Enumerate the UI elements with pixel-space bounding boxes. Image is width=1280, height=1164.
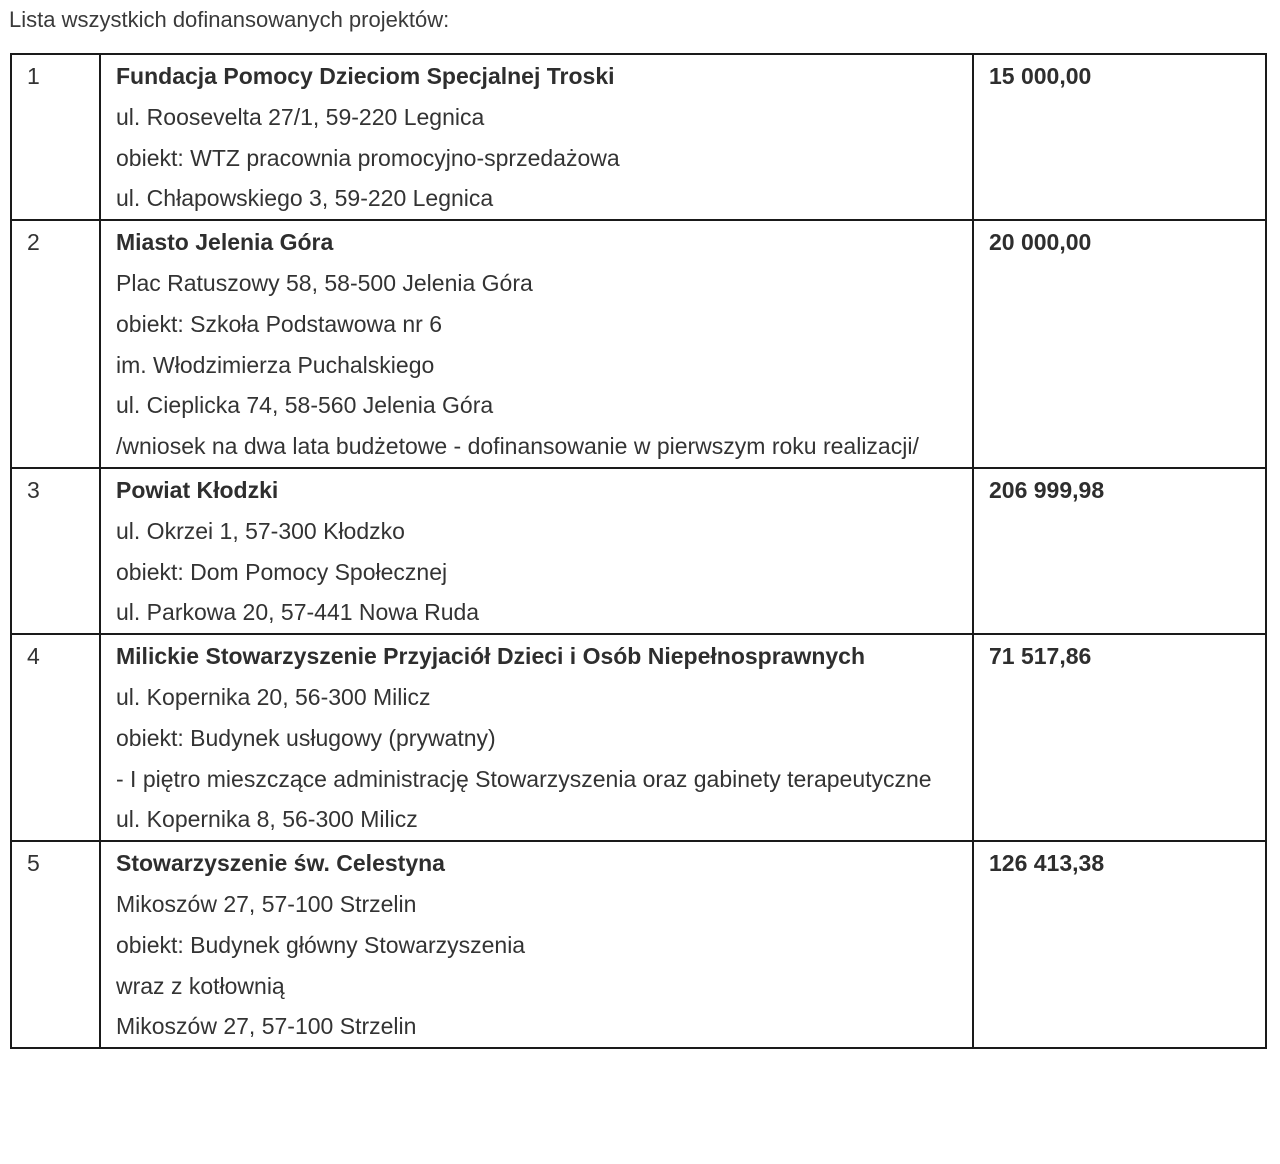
funding-amount: 15 000,00 <box>989 63 1092 89</box>
amount-cell <box>973 220 1266 468</box>
row-number: 2 <box>11 220 100 468</box>
funding-amount: 71 517,86 <box>989 643 1092 670</box>
description-line: ul. Kopernika 8, 56-300 Milicz <box>116 806 418 833</box>
description-line: im. Włodzimierza Puchalskiego <box>116 351 435 378</box>
description-line: ul. Okrzei 1, 57-300 Kłodzko <box>116 517 405 544</box>
projects-table-body <box>11 54 1266 1048</box>
row-number: 5 <box>11 841 100 1048</box>
description-line: Mikoszów 27, 57-100 Strzelin <box>116 1013 417 1040</box>
project-description <box>100 468 973 634</box>
beneficiary-name: Fundacja Pomocy Dzieciom Specjalnej Troski <box>116 63 615 89</box>
description-line: - I piętro mieszczące administrację Stowarzyszenia oraz gabinety terapeutyczne <box>116 765 932 792</box>
description-line: ul. Kopernika 20, 56-300 Milicz <box>116 683 431 710</box>
description-line: ul. Parkowa 20, 57-441 Nowa Ruda <box>116 599 480 626</box>
description-line: ul. Roosevelta 27/1, 59-220 Legnica <box>116 103 485 130</box>
description-line: obiekt: Szkoła Podstawowa nr 6 <box>116 310 443 337</box>
table-row <box>11 841 1266 1048</box>
funding-amount: 126 413,38 <box>989 850 1105 877</box>
table-row <box>11 468 1266 634</box>
row-number: 4 <box>11 634 100 841</box>
description-line: obiekt: Dom Pomocy Społecznej <box>116 558 448 585</box>
description-line: ul. Cieplicka 74, 58-560 Jelenia Góra <box>116 392 494 419</box>
beneficiary-name: Powiat Kłodzki <box>116 476 279 503</box>
project-description <box>100 841 973 1048</box>
amount-cell <box>973 468 1266 634</box>
project-description <box>100 54 973 220</box>
projects-table <box>10 53 1267 1049</box>
amount-cell <box>973 634 1266 841</box>
description-line: wraz z kotłownią <box>116 972 285 999</box>
description-line: ul. Chłapowskiego 3, 59-220 Legnica <box>116 185 494 212</box>
description-line: obiekt: WTZ pracownia promocyjno-sprzedażowa <box>116 144 620 171</box>
table-row <box>11 220 1266 468</box>
amount-cell <box>973 54 1266 220</box>
funding-amount: 206 999,98 <box>989 476 1105 503</box>
description-line: obiekt: Budynek usługowy (prywatny) <box>116 724 496 751</box>
row-number: 3 <box>11 468 100 634</box>
beneficiary-name: Milickie Stowarzyszenie Przyjaciół Dzieci i Osób Niepełnosprawnych <box>116 643 866 670</box>
funding-amount: 20 000,00 <box>989 229 1092 256</box>
description-line: obiekt: Budynek główny Stowarzyszenia <box>116 931 526 958</box>
table-row <box>11 54 1266 220</box>
description-line: Mikoszów 27, 57-100 Strzelin <box>116 890 417 917</box>
beneficiary-name: Miasto Jelenia Góra <box>116 229 334 256</box>
intro-text: Lista wszystkich dofinansowanych projektów: <box>9 7 450 32</box>
table-row <box>11 634 1266 841</box>
row-number: 1 <box>11 54 100 220</box>
description-line: /wniosek na dwa lata budżetowe - dofinansowanie w pierwszym roku realizacji/ <box>116 433 919 460</box>
beneficiary-name: Stowarzyszenie św. Celestyna <box>116 850 445 877</box>
project-description <box>100 634 973 841</box>
amount-cell <box>973 841 1266 1048</box>
description-line: Plac Ratuszowy 58, 58-500 Jelenia Góra <box>116 269 533 296</box>
project-description <box>100 220 973 468</box>
